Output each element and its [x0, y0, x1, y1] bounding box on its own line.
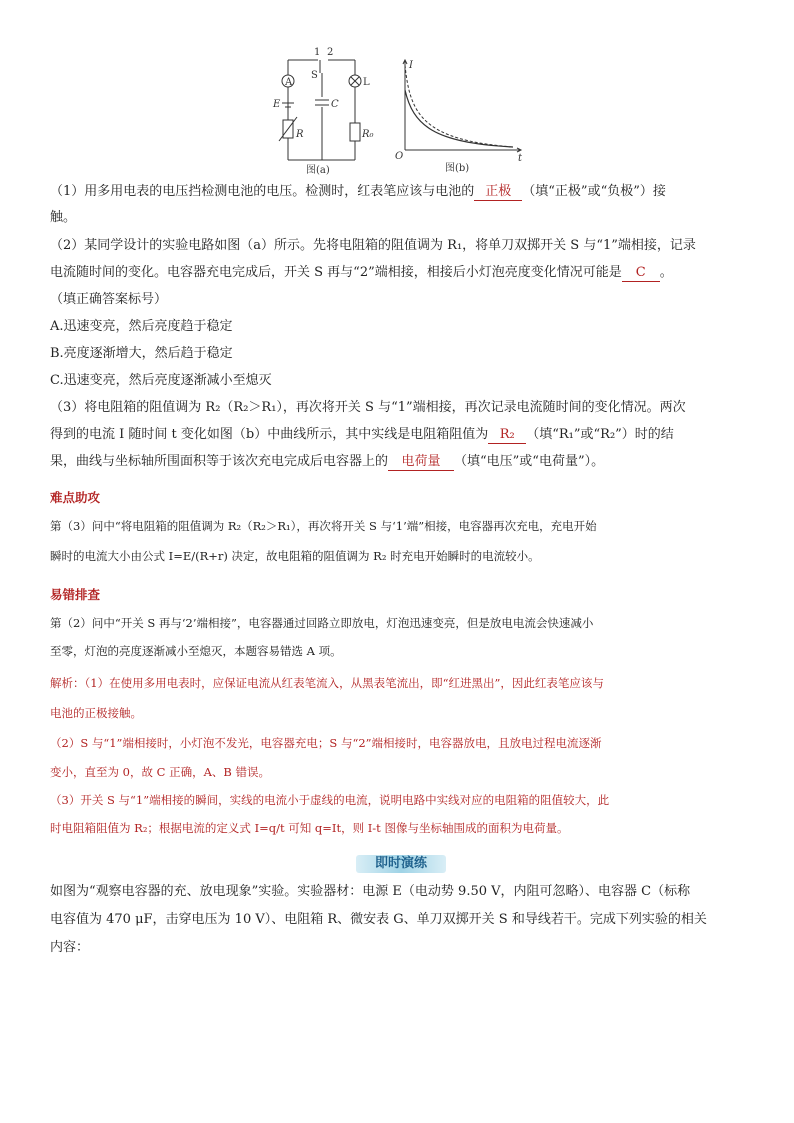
- q1-text: （1）用多用电表的电压挡检测电池的电压。检测时，红表笔应该与电池的: [50, 184, 475, 199]
- q3-line-3: [50, 454, 754, 471]
- mistake-heading: 易错排查: [50, 587, 101, 602]
- q2-hint: （填正确答案标号）: [50, 292, 168, 307]
- q2-option-a: A.迅速变亮，然后亮度趋于稳定: [50, 319, 233, 334]
- difficulty-line-2: 瞬时的电流大小由公式 I=E/(R+r) 决定，故电阻箱的阻值调为 R₂ 时充电开始瞬时的电流较小。: [50, 549, 540, 563]
- mistake-line-2: 至零，灯泡的亮度逐渐减小至熄灭，本题容易错选 A 项。: [50, 644, 342, 658]
- origin-label: O: [395, 151, 404, 162]
- q2-text: 电流随时间的变化。电容器充电完成后，开关 S 再与“2”端相接，相接后小灯泡亮度变化情况可能是: [50, 265, 622, 280]
- ammeter-label: A: [285, 77, 293, 88]
- q2-text-end: 。: [659, 265, 673, 280]
- analysis-line-5: （3）开关 S 与“1”端相接的瞬间，实线的电流小于虚线的电流，说明电路中实线对应的电阻箱的阻值较大，此: [50, 793, 610, 807]
- q2-line-1: （2）某同学设计的实验电路如图（a）所示。先将电阻箱的阻值调为 R₁，将单刀双掷开关 S 与“1”端相接，记录: [50, 238, 696, 253]
- axis-x-label: t: [518, 153, 523, 164]
- figure-a-caption: 图(a): [306, 165, 330, 175]
- practice-line-2: 电容值为 470 μF，击穿电压为 10 V）、电阻箱 R、微安表 G、单刀双掷开关 S 和导线若干。完成下列实验的相关: [50, 912, 707, 927]
- analysis-line-6: 时电阻箱阻值为 R₂；根据电流的定义式 I=q/t 可知 q=It，则 I-t 图像与坐标轴围成的面积为电荷量。: [50, 821, 569, 835]
- q3-text-2: （填“R₁”或“R₂”）时的结: [526, 427, 674, 442]
- q3-text-4: （填“电压”或“电荷量”）。: [454, 454, 605, 469]
- difficulty-line-1: 第（3）问中“将电阻箱的阻值调为 R₂（R₂＞R₁），再次将开关 S 与‘1’端”相接，电容器再次充电，充电开始: [50, 519, 597, 533]
- q3-answer-1: R₂: [488, 427, 526, 444]
- q3-text: 得到的电流 I 随时间 t 变化如图（b）中曲线所示，其中实线是电阻箱阻值为: [50, 427, 489, 442]
- analysis-label: 解析：: [50, 676, 85, 690]
- practice-line-3: 内容：: [50, 940, 90, 955]
- q3-text-3: 果，曲线与坐标轴所围面积等于该次充电完成后电容器上的: [50, 454, 389, 469]
- r0-label: R₀: [362, 129, 374, 140]
- resistor-label: R: [296, 129, 304, 140]
- analysis-line-3: （2）S 与“1”端相接时，小灯泡不发光，电容器充电；S 与“2”端相接时，电容器放电，且放电过程电流逐渐: [50, 736, 602, 750]
- practice-line-1: 如图为“观察电容器的充、放电现象”实验。实验器材：电源 E（电动势 9.50 V，内阻可忽略）、电容器 C（标称: [50, 884, 691, 899]
- q2-line-2: [50, 265, 754, 282]
- q1-line-2: 触。: [50, 210, 77, 225]
- battery-label: E: [273, 99, 281, 110]
- q2-option-b: B.亮度逐渐增大，然后趋于稳定: [50, 346, 233, 361]
- terminal-2-label: 2: [327, 47, 334, 58]
- circuit-diagram: [270, 45, 380, 175]
- analysis-line-4: 变小，直至为 0，故 C 正确，A、B 错误。: [50, 765, 270, 779]
- q1-answer: 正极: [474, 184, 522, 201]
- mistake-line-1: 第（2）问中“开关 S 再与‘2’端相接”，电容器通过回路立即放电，灯泡迅速变亮，但是放电电流会快速减小: [50, 616, 594, 630]
- lamp-label: L: [363, 77, 370, 88]
- terminal-1-label: 1: [314, 47, 321, 58]
- q1-line-1: [50, 184, 754, 201]
- q3-answer-2: 电荷量: [388, 454, 454, 471]
- capacitor-label: C: [331, 99, 339, 110]
- axis-y-label: I: [409, 60, 413, 71]
- practice-badge: 即时演练: [356, 855, 446, 873]
- q2-answer: C: [622, 265, 660, 282]
- analysis-text-1: （1）在使用多用电表时，应保证电流从红表笔流入，从黑表笔流出，即“红进黑出”，因此红表笔应该与: [84, 676, 604, 690]
- q1-text-2: （填“正极”或“负极”）接: [522, 184, 666, 199]
- analysis-line-1: [50, 675, 754, 691]
- difficulty-heading: 难点助攻: [50, 490, 101, 505]
- analysis-line-2: 电池的正极接触。: [50, 706, 142, 720]
- q3-line-2: [50, 427, 754, 444]
- current-time-graph: [393, 55, 533, 175]
- q2-option-c: C.迅速变亮，然后亮度逐渐减小至熄灭: [50, 373, 272, 388]
- q3-line-1: （3）将电阻箱的阻值调为 R₂（R₂＞R₁），再次将开关 S 与“1”端相接，再次记录电流随时间的变化情况。两次: [50, 400, 686, 415]
- figure-b-caption: 图(b): [445, 163, 470, 174]
- switch-label: S: [311, 70, 318, 81]
